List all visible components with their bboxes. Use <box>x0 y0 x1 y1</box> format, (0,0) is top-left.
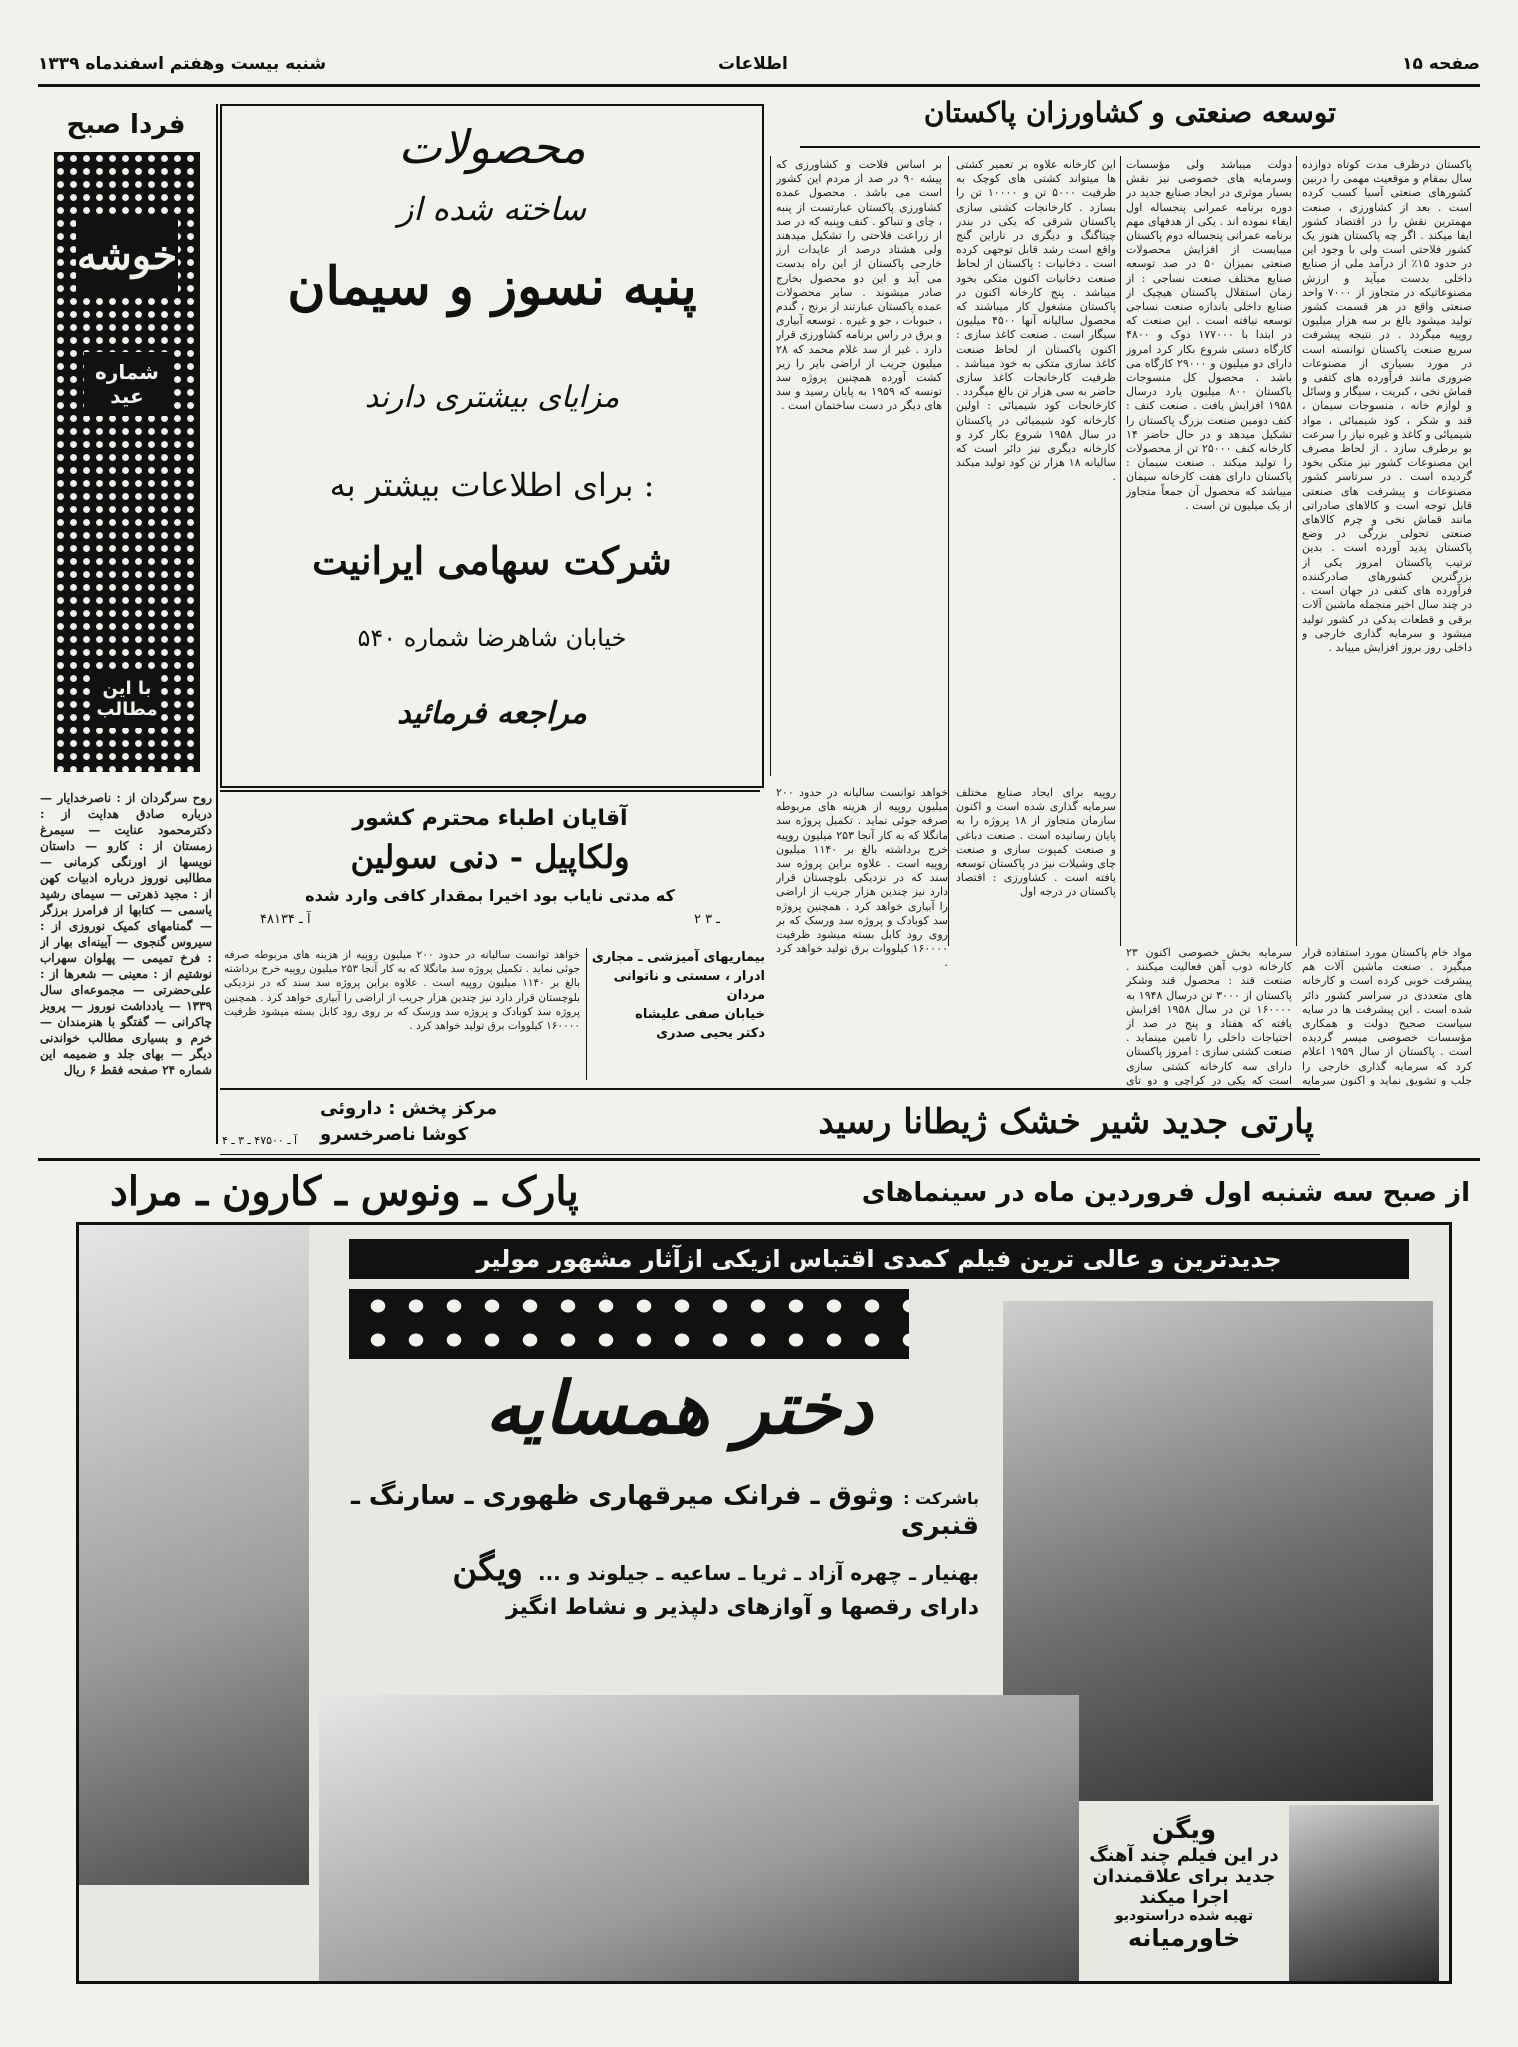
column-divider <box>770 156 771 776</box>
ad-milk-code: آ ـ ۴۷۵۰۰ ـ ۳ ـ ۴ <box>222 1134 298 1147</box>
page-number: صفحه ۱۵ <box>1402 54 1480 74</box>
cast-label: باشرکت : <box>903 1489 979 1508</box>
ad-pharma <box>220 790 760 942</box>
promo-line: در این فیلم چند آهنگ <box>1089 1845 1279 1866</box>
ad-milk-bottom-rule <box>220 1154 1320 1155</box>
column-divider <box>1120 156 1121 946</box>
article-title: توسعه صنعتی و کشاورزان پاکستان <box>923 96 1337 129</box>
cinema-banner <box>40 1166 1480 1218</box>
singer-photo <box>1289 1805 1439 1981</box>
cast-line <box>339 1481 979 1541</box>
dancer-photo <box>79 1225 309 1885</box>
issue-date: شنبه بیست وهفتم اسفندماه ۱۳۳۹ <box>38 54 327 74</box>
ad-iranit-line4: مزایای بیشتری دارند <box>364 380 620 415</box>
ad-milk-headline: پارتی جدید شیر خشک ژیطانا رسید <box>818 1102 1314 1142</box>
article-column: سرمایه بخش خصوصی اکنون ۲۳ کارخانه ذوب آهن فعالیت میکنند . صنعت قند : محصول قند وشکر پاکستان از ۳۰۰۰ تن درسال ۱۹۴۸ به ۱۶۰۰۰۰ تن در سال ۱۹۵۸ افزایش یافته که هفتاد و پنج در صد از احتیاجات داخلی را تامین مینماید . صنعت کشتی سازی : امروز پاکستان دارای سه کارخانه کشتی سازی است که یکی در کراچی و دو تای <box>1126 946 1292 1086</box>
cast-star: ویگن <box>452 1549 523 1589</box>
article-column: این کارخانه علاوه بر تعمیر کشتی ها میتواند کشتی های کوچک به ظرفیت ۵۰۰۰ تن و ۱۰۰۰۰ تن را بسازد . کارخانجات کشتی سازی پاکستان شرقی که یکی در بندر چیتاگنگ و دیگری در ناراین گنج واقع است رشد قابل توجهی کرده است . دخانیات : پاکستان از لحاظ صنعت دخانیات اکنون متکی بخود میباشد . پنج کارخانه اکنون در پاکستان مشغول کار میباشند که محصول سالیانه آنها ۴۵۰۰ میلیون سیگار است . صنعت کاغذ سازی : اکنون پاکستان از لحاظ صنعت کاغذ سازی متکی به خود میباشد . ظرفیت کارخانجات کاغذ سازی حاضر به سی هزار تن بالغ میگردد . کارخانجات کود شیمیائی : اولین کارخانه کود شیمیائی در پاکستان در سال ۱۹۵۸ شروع بکار کرد و کارخانه دیگری نیز دائر است که سالیانه ۱۸ هزار تن کود تولید میکند . <box>956 158 1116 484</box>
article-column: پاکستان درظرف مدت کوتاه دوازده سال بمقام و موقعیت مهمی را دربین کشورهای صنعتی آسیا کسب کرده است . بعد از کشاورزی ، صنعت مهمترین نقش را در اقتصاد کشور ایفا میکند . اگر چه پاکستان هنوز یک کشور فلاحتی است ولی با وجود این در حدود ۱۵٪ از درآمد ملی از صنایع داخلی بدست میآید و ارزش مصنوعاتیکه در متجاوز از ۷۰۰۰ واحد صنعتی واقع در هر قسمت کشور تولید میشود بالغ بر سه هزار میلیون روپیه میگردد . در نتیجه پیشرفت سریع صنعت پاکستان توانسته است در مورد بسیاری از مصنوعات ضروری مانند فرآورده های کتفی و قماش نخی ، کبریت ، سیگار و وسائل و لوازم خانه ، منسوجات سیمان ، قند و شکر ، کود شیمیائی ، مواد شیمیائی و کاغذ و غیره نیاز را سرعت بو برطرف سازد . از لحاظ مصرف این مصنوعات کشور نیز متکی بخود گردیده است . در سرتاسر کشور مصنوعات و پیشرفت های صنعتی قابل توجه است و کالاهای صادراتی مانند قماش نخی و چرم کالاهای صنعتی تحولی بزرگی در وضع پاکستان پدید آورده است . بدین ترتیب پاکستان امروز یکی از بزرگترین کشورهای صادرکننده فرآورده های کتفی در جهان است . در چند سال اخیر منجمله ماشین آلات برقی و قطعات یدکی در کشور تولید میشود و سرمایه گذاری خارجی و داخلی روز بروز افزایش مییابد . <box>1302 158 1472 654</box>
ad-milk <box>220 1092 1320 1154</box>
cast-block <box>339 1481 979 1620</box>
ad-iranit-line5: برای اطلاعات بیشتر به : <box>329 466 655 504</box>
cinema-top-rule <box>38 1158 1480 1161</box>
ad-iranit-cta: مراجعه فرمائید <box>397 696 587 731</box>
promo-block <box>1079 1815 1289 1952</box>
film-strip <box>349 1289 909 1359</box>
ad-khoshe-top: فردا صبح <box>66 110 186 140</box>
ad-iranit-address: خیابان شاهرضا شماره ۵۴۰ <box>357 624 627 652</box>
promo-line: تهیه شده دراستودیو <box>1114 1908 1254 1924</box>
ad-khoshe-frame <box>54 152 200 772</box>
ad-khoshe-sub: شماره عید <box>84 352 170 416</box>
ad-milk-rule <box>220 1088 1320 1090</box>
ad-pharma-line1: آقایان اطباء محترم کشور <box>352 806 628 831</box>
cinema-tagline: جدیدترین و عالی ترین فیلم کمدی اقتباس ازیکی ازآثار مشهور مولیر <box>349 1239 1409 1279</box>
ad-pharma-code1: آ ـ ۴۸۱۳۴ <box>260 912 311 927</box>
ad-clinic-line: بیماریهای آمیزشی ـ مجاری <box>591 950 765 965</box>
article-column: روپیه برای ایجاد صنایع مختلف سرمایه گذاری شده است و اکنون سازمان متجاوز از ۱۸ پروژه را به پایان رسانیده است . صنعت دباغی و صنعت کمپوت سازی و صنعت چای وشیلات نیز در پاکستان توسعه یافته است . کشاورزی : اقتصاد پاکستان در درجه اول <box>956 786 1116 899</box>
ad-pharma-line3: که مدتی نایاب بود اخیرا بمقدار کافی وارد شده <box>305 886 675 905</box>
film-title: دختر همسایه <box>485 1365 873 1450</box>
header-rule <box>38 84 1480 87</box>
promo-studio: خاورمیانه <box>1127 1924 1241 1952</box>
article-column: خواهد توانست سالیانه در حدود ۲۰۰ میلیون روپیه از هزینه های مربوطه صرفه جوئی نماید . تکمیل پروژه سد مانگلا که به کار آنجا ۲۵۳ میلیون روپیه خرج برداشته بالغ بر ۱۱۴۰ میلیون روپیه است . علاوه براین پروژه سد سند که در نزدیکی بلوچستان قرار دارد نیز چندین هزار جریب از اراضی را آبیاری خواهد کرد . همچنین پروژه سد کوبادک و پروژه سد ورسک که بر روی رود کابل بسته میشود ظرفیت ۱۶۰۰۰۰ کیلووات برق تولید خواهد کرد . <box>224 949 580 1033</box>
promo-line: جدید برای علاقمندان <box>1092 1866 1276 1887</box>
ad-pharma-code2: ۲ ـ ۳ <box>693 912 720 927</box>
ad-clinic-line: دکتر یحیی صدری <box>656 1026 765 1041</box>
article-column: خواهد توانست سالیانه در حدود ۲۰۰ میلیون روپیه از هزینه های مربوطه صرفه جوئی نماید . تکمیل پروژه سد مانگلا که به کار آنجا ۲۵۳ میلیون روپیه خرج برداشته بالغ بر ۱۱۴۰ میلیون روپیه است . علاوه براین پروژه سد سند که در نزدیکی بلوچستان قرار دارد نیز چندین هزار جریب از اراضی را آبیاری خواهد کرد . همچنین پروژه سد کوبادک و پروژه سد ورسک که بر روی رود کابل بسته میشود ظرفیت ۱۶۰۰۰۰ کیلووات برق تولید خواهد کرد . <box>776 786 948 970</box>
ad-khoshe-bottom: با این مطالب <box>94 670 160 728</box>
cast-description: دارای رقصها و آوازهای دلپذیر و نشاط انگیز <box>506 1595 979 1620</box>
ad-khoshe-title: خوشه <box>76 214 178 297</box>
article-column: دولت میباشد ولی مؤسسات وسرمایه های خصوصی نیز نقش بسیار موثری در ایجاد صنایع جدید در دوره برنامه عمرانی پنجساله اول ایفاء نموده اند . یکی از هدفهای مهم برنامه عمرانی پنجساله دوم پاکستان میبایست از افزایش محصولات صنعتی بمیزان ۵۰ در صد توسعه صنایع مختلف صنعت نساجی : از زمان استقلال پاکستان هیچیک از صنایع داخلی باندازه صنعت نساجی توسعه نیافته است . این صنعت که در ابتدا با ۱۷۷۰۰۰ دوک و ۴۸۰۰ کارگاه دستی شروع بکار کرد امروز دارای دو میلیون و ۲۹۰۰۰ کارگاه می باشد . محصول کل منسوجات پاکستان ۸۰۰ میلیون یارد درسال ۱۹۵۸ افزایش یافت . صنعت کنف : کنف دومین صنعت بزرگ پاکستان را تشکیل میدهد و در حال حاضر ۱۴ کارخانه کنف ۲۵۰۰۰ تن از محصولات را تولید میکند . صنعت سیمان : پاکستان دارای هفت کارخانه سیمان میباشد که محصول آن جمعاً متجاوز از یک میلیون تن است . <box>1126 158 1292 512</box>
promo-name: ویگن <box>1151 1815 1217 1845</box>
ad-iranit-line2: ساخته شده از <box>397 190 587 228</box>
ad-clinic <box>586 948 769 1080</box>
cast-names: وثوق ـ فرانک میرقهاری ظهوری ـ سارنگ ـ قنبری <box>350 1481 979 1541</box>
ad-iranit-line3: پنبه نسوز و سیمان <box>287 256 697 317</box>
page-header <box>38 48 1480 86</box>
cinema-names: پارک ـ ونوس ـ کارون ـ مراد <box>110 1168 579 1215</box>
ad-iranit <box>220 104 764 788</box>
promo-line: اجرا میکند <box>1139 1887 1229 1908</box>
cast-names: بهنیار ـ چهره آزاد ـ ثریا ـ ساعیه ـ جیلوند و ... <box>537 1561 979 1585</box>
comedians-photo <box>319 1695 1079 1981</box>
cinema-ad <box>76 1222 1452 1984</box>
article-title-rule <box>800 146 1480 148</box>
ad-milk-distributor: مرکز پخش : داروئی <box>320 1098 498 1119</box>
paper-name: اطلاعات <box>718 54 788 74</box>
ad-clinic-line: ادرار ، سستی و ناتوانی مردان <box>613 969 765 1003</box>
ad-iranit-line1: محصولات <box>398 120 586 174</box>
ad-milk-address: کوشا ناصرخسرو <box>320 1124 469 1145</box>
article-column: مواد خام پاکستان مورد استفاده قرار میگیرد . صنعت ماشین آلات هم پیشرفت خوبی کرده است و کارخانه های متعددی در سراسر کشور دائر شده است . این پیشرفت ها در سایه سیاست صحیح دولت و همکاری مؤسسات خصوصی میسر گردیده است . پاکستان از سال ۱۹۵۹ اعلام کرد که سرمایه گذاری خارجی را جلب و تشویق نماید و اکنون سرمایه <box>1302 946 1472 1086</box>
column-divider <box>1296 156 1297 946</box>
article-column: بر اساس فلاحت و کشاورزی که پیشه ۹۰ در صد از مردم این کشور است می باشد . محصول عمده کشاورزی پاکستان عبارتست از پنبه ، چای و تنباکو . کنف وپنبه که در صد از زراعت فلاحتی را تشکیل میدهند ولی هشتاد درصد از عایدات ارز خارجی پاکستان از این راه بدست می آید و این دو محصول بخارج صادر میشوند . سایر محصولات عمده پاکستان عبارتند از برنج ، گندم ، حبوبات ، جو و غیره . توسعه آبیاری و برق در راس برنامه کشاورزی قرار دارد . غیر از سد غلام محمد که ۲۸ میلیون جریب از اراضی بایر را زیر کشت آورده همچنین پروژه سد تونسه که ۱۹۵۹ به پایان رسید و سد های دیگر در دست ساختمان است . <box>776 158 942 413</box>
column-divider <box>948 156 949 946</box>
left-column-divider <box>216 104 218 1144</box>
ad-khoshe <box>38 104 214 784</box>
ad-clinic-line: خیابان صفی علیشاه <box>635 1007 765 1022</box>
cast-line <box>339 1549 979 1589</box>
cinema-banner-prefix: از صبح سه شنبه اول فروردین ماه در سینماهای <box>861 1178 1470 1208</box>
ad-iranit-company: شرکت سهامی ایرانیت <box>312 538 672 583</box>
ad-pharma-line2: ولکاپیل - دنی سولین <box>350 838 630 876</box>
ad-khoshe-contents: روح سرگردان از : ناصرخدایار — درباره صادق هدایت از : دکترمحمود عنایت — سیمرغ زمستان از : کارو — داستان نویسها از اورنگی کرمانی — مطالبی نوروز درباره ادبیات کهن از : مجید ذهرتی — سیمای رشید یاسمی — کتابها از فرامرز برزگر — گمنامهای کمیک نوروزی از : سیروس گنجوی — آیینه‌ای بهار از : فرخ تمیمی — پهلوان سهراب نوشتیم از : معینی — شعرها از : علی‌حضرتی — مجموعه‌ای سال ۱۳۳۹ — یادداشت نوروز — پرویز چاکرانی — گفتگو با هنرمندان — خرم و بسیاری مطالب خواندنی دیگر — بهای جلد و ضمیمه این شماره ۲۴ صفحه فقط ۶ ریال <box>40 791 212 1077</box>
